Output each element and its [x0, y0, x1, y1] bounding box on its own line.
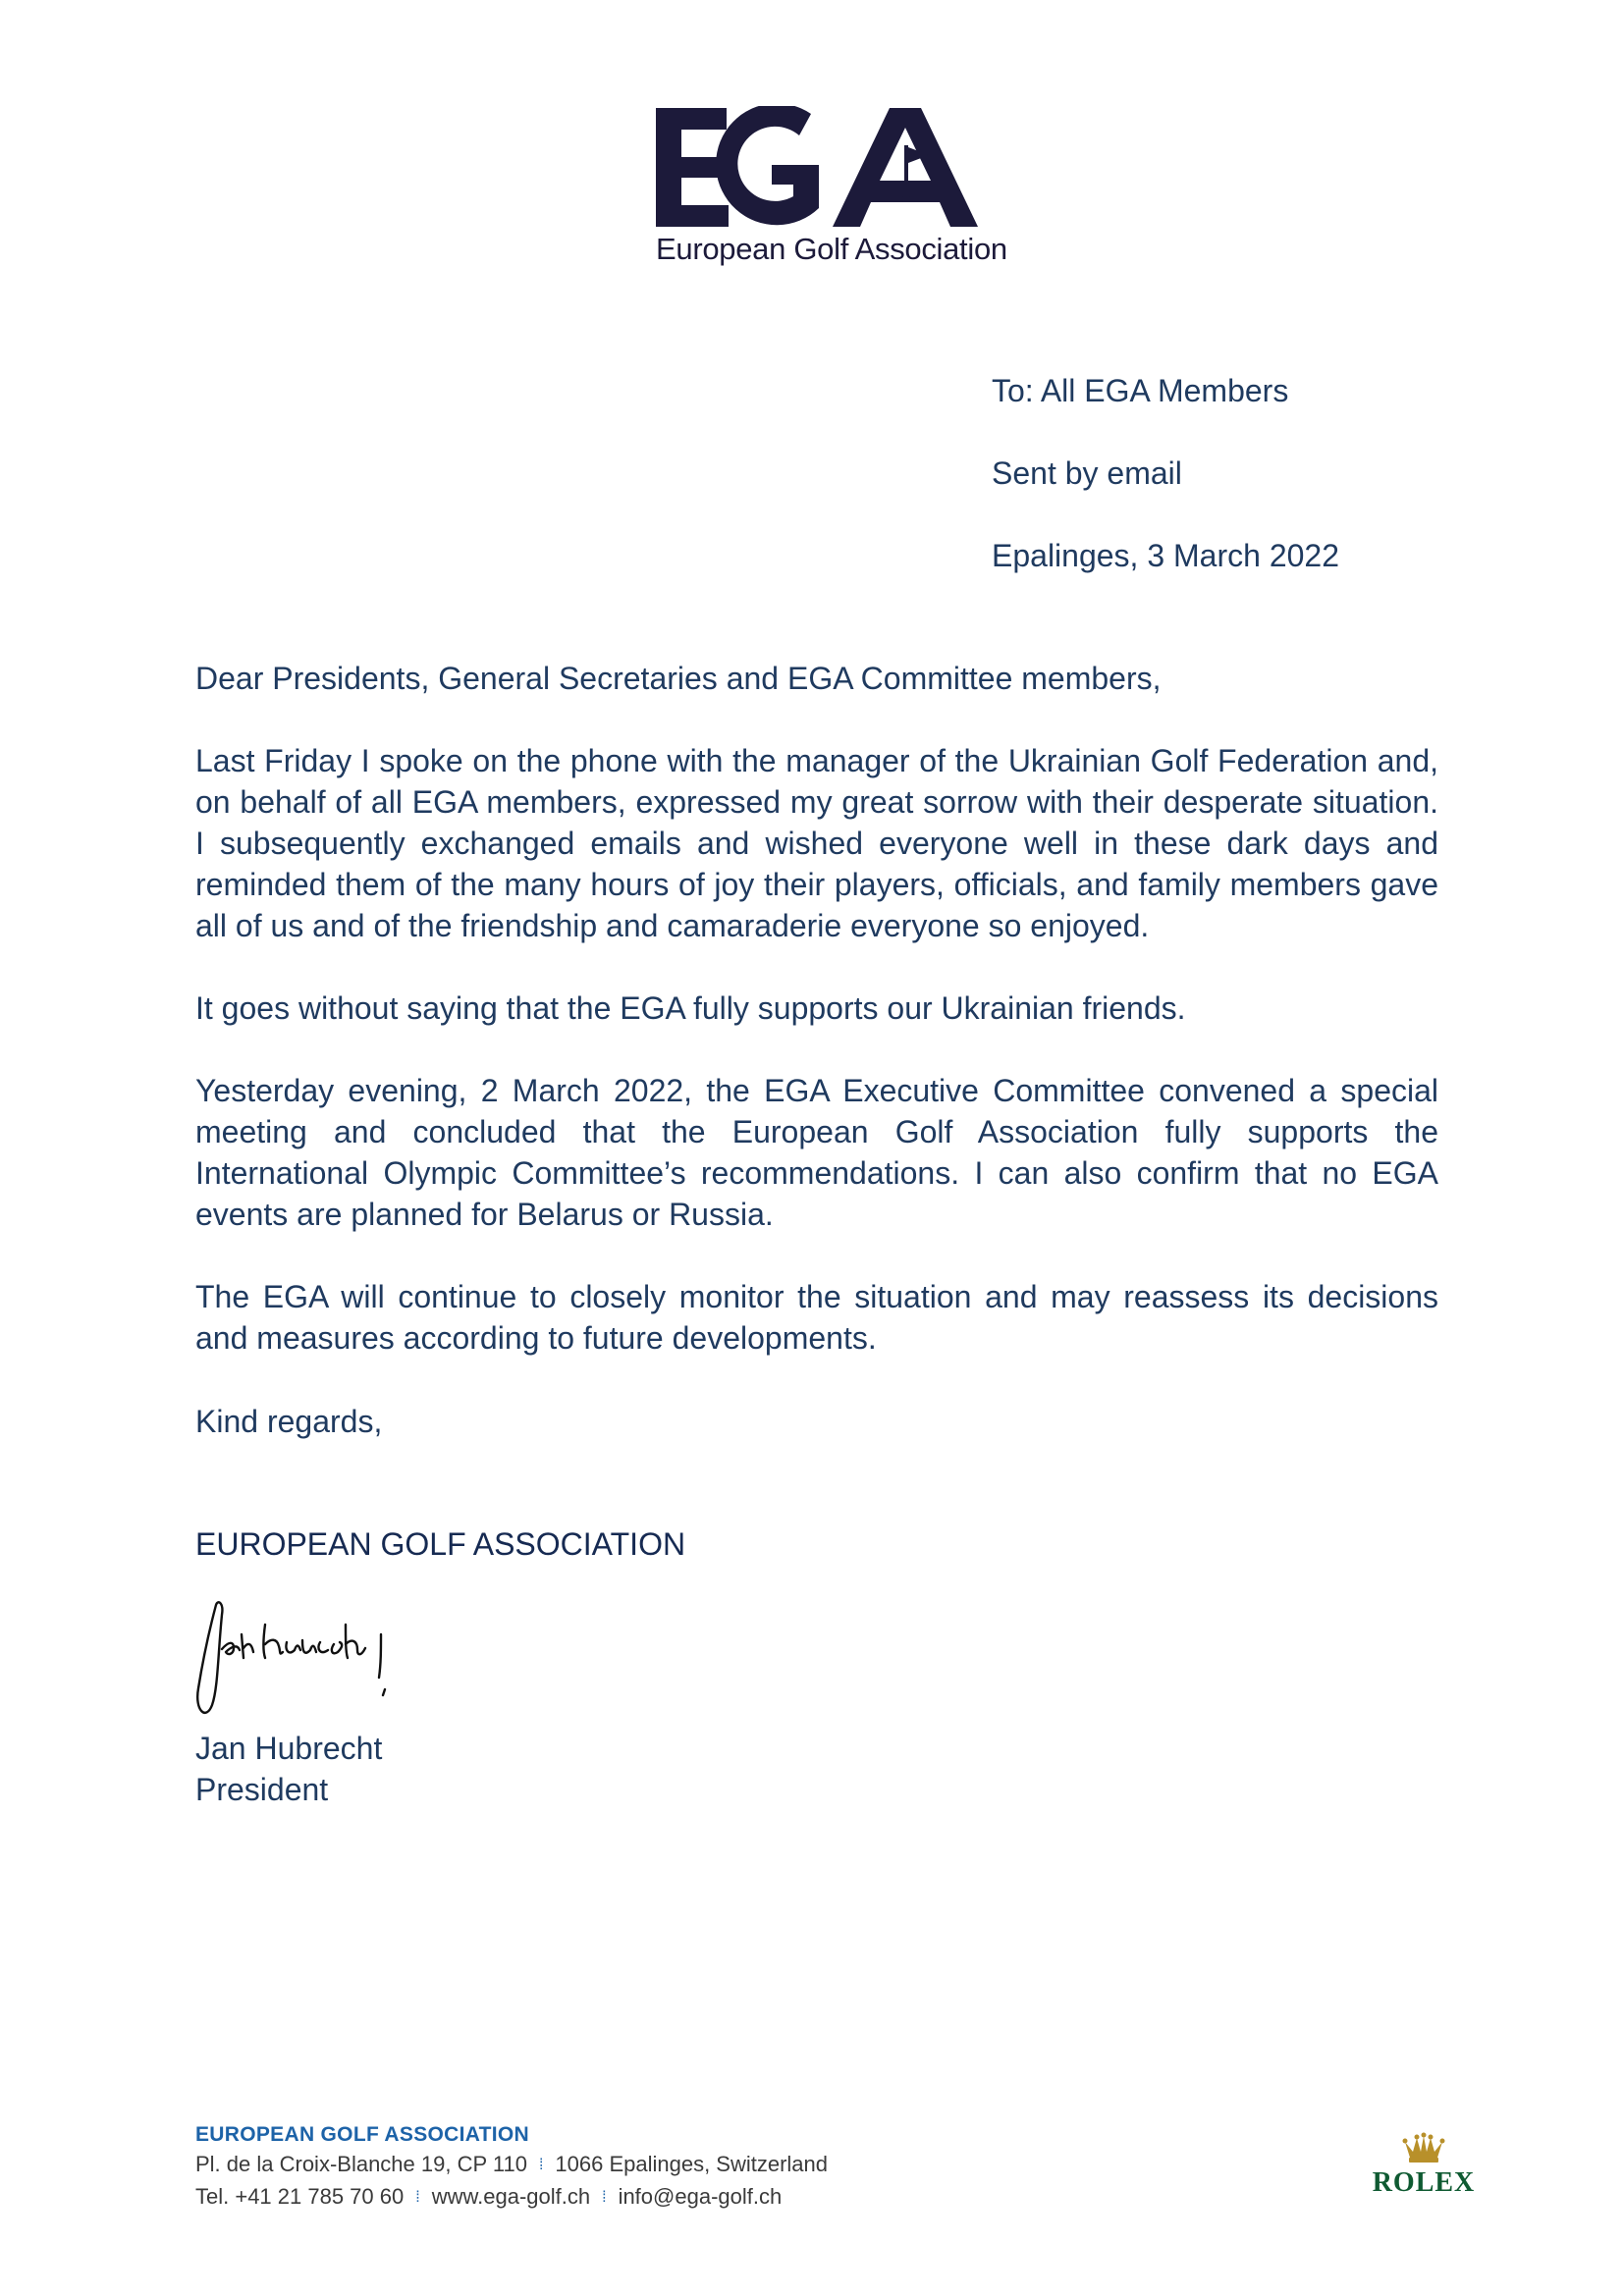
footer-email-link[interactable]: info@ega-golf.ch [618, 2184, 783, 2209]
ega-logo-mark [656, 106, 980, 229]
paragraph-support: It goes without saying that the EGA fully supports our Ukrainian friends. [195, 990, 1186, 1026]
footer-address-line1: Pl. de la Croix-Blanche 19, CP 110 [195, 2152, 527, 2176]
golf-flag-icon [833, 108, 978, 227]
footer-contact [195, 2182, 828, 2215]
footer-separator: ⁞ [602, 2189, 607, 2206]
sponsor-logo [1360, 2132, 1488, 2201]
recipient-block [992, 371, 1339, 618]
paragraph-executive-committee: Yesterday evening, 2 March 2022, the EGA Executive Committee convened a special meeting and concluded that the European Golf Association fully supports the International Olympic Committee’s recommendations. I can also confirm that no EGA events are planned for Belarus or Russia. [195, 1073, 1438, 1232]
signer-title: President [195, 1772, 329, 1807]
sent-method: Sent by email [992, 455, 1182, 491]
place-date: Epalinges, 3 March 2022 [992, 538, 1339, 573]
sponsor-name: ROLEX [1372, 2167, 1476, 2198]
logo-subtitle: European Golf Association [656, 232, 1007, 266]
footer-address [195, 2150, 828, 2182]
closing: Kind regards, [195, 1404, 383, 1439]
footer-address-line2: 1066 Epalinges, Switzerland [555, 2152, 829, 2176]
crown-icon [1360, 2132, 1488, 2167]
signer-block [195, 1728, 382, 1810]
recipient-to: To: All EGA Members [992, 373, 1289, 408]
footer-telephone: Tel. +41 21 785 70 60 [195, 2184, 405, 2209]
footer-separator: ⁞ [415, 2189, 420, 2206]
paragraph-monitoring: The EGA will continue to closely monitor the situation and may reassess its decisions and measures according to future developments. [195, 1279, 1438, 1356]
signer-name: Jan Hubrecht [195, 1731, 383, 1766]
footer-separator: ⁞ [538, 2157, 544, 2173]
handwritten-signature [189, 1595, 463, 1728]
letter-body [195, 658, 1438, 1400]
paragraph-ukraine-call: Last Friday I spoke on the phone with the manager of the Ukrainian Golf Federation and, on behalf of all EGA members, expressed my great sorrow with their desperate situation. I subsequently exchanged emails and wished everyone well in these dark days and reminded them of the many hours of joy their players, officials, and family members gave all of us and of the friendship and camaraderie everyone so enjoyed. [195, 743, 1438, 943]
ega-logo [656, 106, 1007, 273]
footer [195, 2120, 828, 2215]
footer-website-link[interactable]: www.ega-golf.ch [431, 2184, 591, 2209]
salutation: Dear Presidents, General Secretaries and EGA Committee members, [195, 661, 1162, 696]
signature-organization: EUROPEAN GOLF ASSOCIATION [195, 1526, 686, 1562]
footer-organization: EUROPEAN GOLF ASSOCIATION [195, 2123, 530, 2146]
